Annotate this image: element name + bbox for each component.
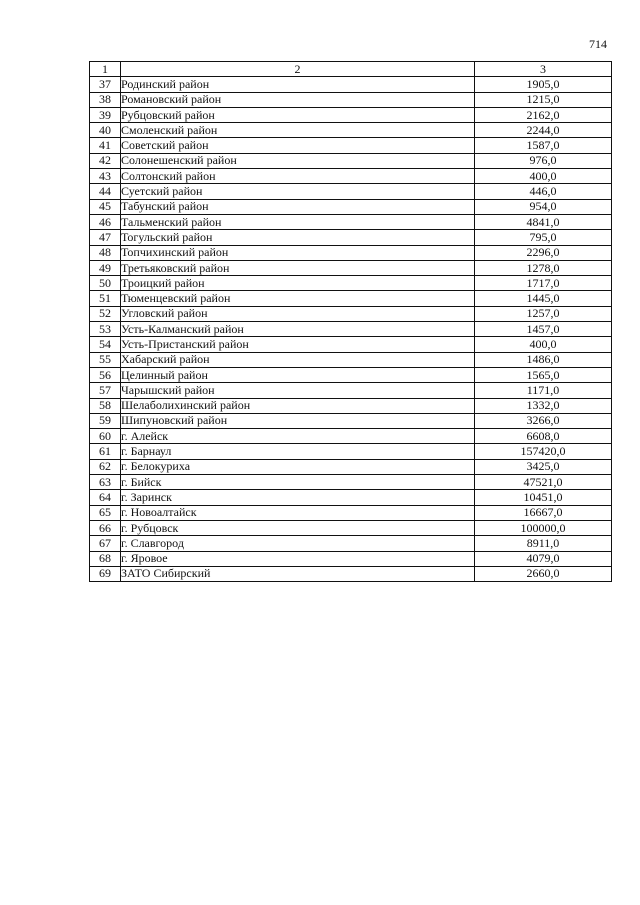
table-row bbox=[90, 306, 612, 321]
row-number: 64 bbox=[90, 490, 121, 505]
table-row bbox=[90, 536, 612, 551]
row-number: 58 bbox=[90, 398, 121, 413]
amount-value: 3425,0 bbox=[475, 459, 612, 474]
amount-value: 4841,0 bbox=[475, 214, 612, 229]
amount-value: 8911,0 bbox=[475, 536, 612, 551]
table-row bbox=[90, 490, 612, 505]
row-number: 57 bbox=[90, 383, 121, 398]
table-row bbox=[90, 199, 612, 214]
amount-value: 1445,0 bbox=[475, 291, 612, 306]
amount-value: 400,0 bbox=[475, 169, 612, 184]
district-name: Советский район bbox=[121, 138, 475, 153]
table-row bbox=[90, 413, 612, 428]
table-row bbox=[90, 551, 612, 566]
row-number: 48 bbox=[90, 245, 121, 260]
district-name: ЗАТО Сибирский bbox=[121, 566, 475, 581]
district-name: Рубцовский район bbox=[121, 107, 475, 122]
district-name: г. Алейск bbox=[121, 429, 475, 444]
data-table bbox=[89, 61, 612, 582]
table-row bbox=[90, 291, 612, 306]
amount-value: 100000,0 bbox=[475, 520, 612, 535]
table-row bbox=[90, 520, 612, 535]
amount-value: 1215,0 bbox=[475, 92, 612, 107]
district-name: г. Барнаул bbox=[121, 444, 475, 459]
row-number: 37 bbox=[90, 77, 121, 92]
amount-value: 2244,0 bbox=[475, 123, 612, 138]
table-row bbox=[90, 276, 612, 291]
row-number: 66 bbox=[90, 520, 121, 535]
table-row bbox=[90, 475, 612, 490]
district-name: Хабарский район bbox=[121, 352, 475, 367]
row-number: 51 bbox=[90, 291, 121, 306]
amount-value: 1257,0 bbox=[475, 306, 612, 321]
amount-value: 400,0 bbox=[475, 337, 612, 352]
amount-value: 6608,0 bbox=[475, 429, 612, 444]
table-row bbox=[90, 230, 612, 245]
district-name: г. Заринск bbox=[121, 490, 475, 505]
amount-value: 1587,0 bbox=[475, 138, 612, 153]
row-number: 69 bbox=[90, 566, 121, 581]
district-name: г. Рубцовск bbox=[121, 520, 475, 535]
table-row bbox=[90, 322, 612, 337]
row-number: 65 bbox=[90, 505, 121, 520]
table-row bbox=[90, 337, 612, 352]
district-name: г. Славгород bbox=[121, 536, 475, 551]
table-row bbox=[90, 184, 612, 199]
table-row bbox=[90, 352, 612, 367]
table-row bbox=[90, 138, 612, 153]
district-name: Родинский район bbox=[121, 77, 475, 92]
row-number: 53 bbox=[90, 322, 121, 337]
amount-value: 10451,0 bbox=[475, 490, 612, 505]
amount-value: 954,0 bbox=[475, 199, 612, 214]
amount-value: 47521,0 bbox=[475, 475, 612, 490]
amount-value: 2296,0 bbox=[475, 245, 612, 260]
district-name: г. Яровое bbox=[121, 551, 475, 566]
column-header-2: 2 bbox=[121, 62, 475, 77]
page-number: 714 bbox=[589, 37, 607, 51]
table-row bbox=[90, 429, 612, 444]
amount-value: 4079,0 bbox=[475, 551, 612, 566]
row-number: 67 bbox=[90, 536, 121, 551]
row-number: 49 bbox=[90, 260, 121, 275]
table-row bbox=[90, 566, 612, 581]
district-name: Романовский район bbox=[121, 92, 475, 107]
table-row bbox=[90, 459, 612, 474]
row-number: 54 bbox=[90, 337, 121, 352]
table-header-row bbox=[90, 62, 612, 77]
table-row bbox=[90, 505, 612, 520]
amount-value: 1486,0 bbox=[475, 352, 612, 367]
table-row bbox=[90, 153, 612, 168]
district-name: г. Белокуриха bbox=[121, 459, 475, 474]
table-body bbox=[90, 77, 612, 582]
amount-value: 1565,0 bbox=[475, 367, 612, 382]
amount-value: 1717,0 bbox=[475, 276, 612, 291]
district-name: Третьяковский район bbox=[121, 260, 475, 275]
district-name: Чарышский район bbox=[121, 383, 475, 398]
table-row bbox=[90, 92, 612, 107]
amount-value: 1457,0 bbox=[475, 322, 612, 337]
amount-value: 3266,0 bbox=[475, 413, 612, 428]
table-row bbox=[90, 77, 612, 92]
table-row bbox=[90, 398, 612, 413]
district-name: Целинный район bbox=[121, 367, 475, 382]
row-number: 46 bbox=[90, 214, 121, 229]
amount-value: 446,0 bbox=[475, 184, 612, 199]
row-number: 45 bbox=[90, 199, 121, 214]
table-row bbox=[90, 260, 612, 275]
district-name: Солонешенский район bbox=[121, 153, 475, 168]
amount-value: 1171,0 bbox=[475, 383, 612, 398]
row-number: 39 bbox=[90, 107, 121, 122]
row-number: 55 bbox=[90, 352, 121, 367]
row-number: 61 bbox=[90, 444, 121, 459]
row-number: 47 bbox=[90, 230, 121, 245]
row-number: 44 bbox=[90, 184, 121, 199]
amount-value: 2660,0 bbox=[475, 566, 612, 581]
district-name: Троицкий район bbox=[121, 276, 475, 291]
district-name: г. Бийск bbox=[121, 475, 475, 490]
district-name: г. Новоалтайск bbox=[121, 505, 475, 520]
table-row bbox=[90, 107, 612, 122]
table-row bbox=[90, 444, 612, 459]
table-row bbox=[90, 169, 612, 184]
amount-value: 1278,0 bbox=[475, 260, 612, 275]
row-number: 60 bbox=[90, 429, 121, 444]
column-header-1: 1 bbox=[90, 62, 121, 77]
row-number: 50 bbox=[90, 276, 121, 291]
table-row bbox=[90, 123, 612, 138]
table-row bbox=[90, 383, 612, 398]
amount-value: 2162,0 bbox=[475, 107, 612, 122]
amount-value: 1332,0 bbox=[475, 398, 612, 413]
district-name: Усть-Пристанский район bbox=[121, 337, 475, 352]
amount-value: 976,0 bbox=[475, 153, 612, 168]
row-number: 68 bbox=[90, 551, 121, 566]
district-name: Шипуновский район bbox=[121, 413, 475, 428]
row-number: 43 bbox=[90, 169, 121, 184]
amount-value: 1905,0 bbox=[475, 77, 612, 92]
amount-value: 16667,0 bbox=[475, 505, 612, 520]
row-number: 56 bbox=[90, 367, 121, 382]
amount-value: 795,0 bbox=[475, 230, 612, 245]
district-name: Табунский район bbox=[121, 199, 475, 214]
table-row bbox=[90, 367, 612, 382]
district-name: Тюменцевский район bbox=[121, 291, 475, 306]
district-name: Топчихинский район bbox=[121, 245, 475, 260]
district-name: Тальменский район bbox=[121, 214, 475, 229]
row-number: 59 bbox=[90, 413, 121, 428]
row-number: 52 bbox=[90, 306, 121, 321]
row-number: 41 bbox=[90, 138, 121, 153]
district-name: Суетский район bbox=[121, 184, 475, 199]
district-name: Солтонский район bbox=[121, 169, 475, 184]
table-row bbox=[90, 214, 612, 229]
row-number: 62 bbox=[90, 459, 121, 474]
district-name: Тогульский район bbox=[121, 230, 475, 245]
row-number: 38 bbox=[90, 92, 121, 107]
district-name: Шелаболихинский район bbox=[121, 398, 475, 413]
column-header-3: 3 bbox=[475, 62, 612, 77]
district-name: Смоленский район bbox=[121, 123, 475, 138]
row-number: 42 bbox=[90, 153, 121, 168]
row-number: 63 bbox=[90, 475, 121, 490]
amount-value: 157420,0 bbox=[475, 444, 612, 459]
table-row bbox=[90, 245, 612, 260]
district-name: Угловский район bbox=[121, 306, 475, 321]
district-name: Усть-Калманский район bbox=[121, 322, 475, 337]
row-number: 40 bbox=[90, 123, 121, 138]
